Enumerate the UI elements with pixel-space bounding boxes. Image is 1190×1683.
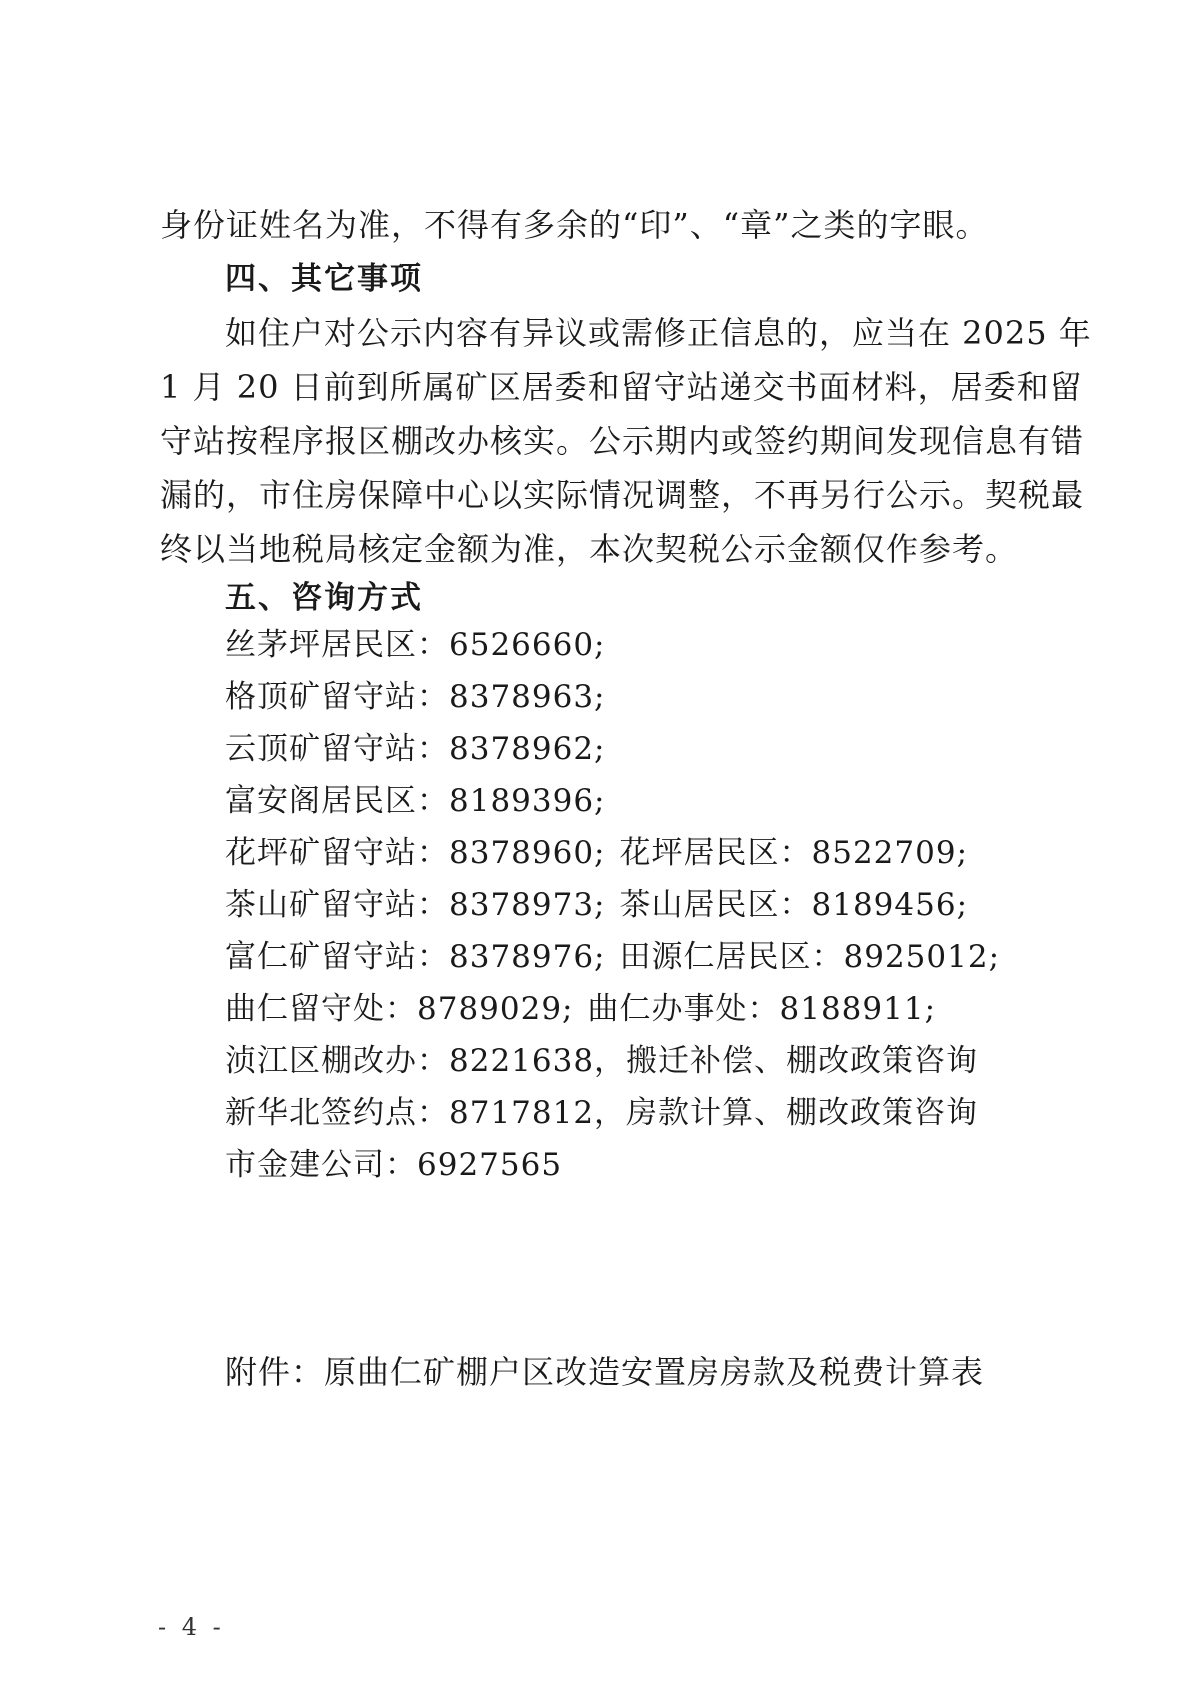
paragraph-line: 守站按程序报区棚改办核实。公示期内或签约期间发现信息有错 xyxy=(160,422,1085,460)
contact-item xyxy=(225,677,606,717)
contact-item xyxy=(225,1093,978,1133)
contact-entry: 花坪矿留守站：8378960; xyxy=(225,835,606,871)
paragraph-line: 终以当地税局核定金额为准，本次契税公示金额仅作参考。 xyxy=(160,530,1019,568)
contact-entry: 富安阁居民区：8189396; xyxy=(225,783,606,819)
attachment-note: 附件：原曲仁矿棚户区改造安置房房款及税费计算表 xyxy=(225,1353,985,1391)
page-number: - 4 - xyxy=(158,1613,225,1641)
contact-entry: 丝茅坪居民区：6526660; xyxy=(225,627,606,663)
contact-item xyxy=(225,1145,562,1185)
contact-entry: 市金建公司：6927565 xyxy=(225,1147,563,1183)
contact-item xyxy=(225,625,606,665)
contact-entry-secondary: 田源仁居民区：8925012; xyxy=(619,939,1001,975)
contact-entry-secondary: 茶山居民区：8189456; xyxy=(619,887,969,923)
contact-entry: 新华北签约点：8717812，房款计算、棚改政策咨询 xyxy=(225,1095,979,1131)
contact-entry: 茶山矿留守站：8378973; xyxy=(225,887,606,923)
contact-entry: 曲仁留守处：8789029; xyxy=(225,991,574,1027)
contact-item xyxy=(225,937,1000,977)
contact-entry: 浈江区棚改办：8221638，搬迁补偿、棚改政策咨询 xyxy=(225,1043,979,1079)
paragraph-line: 1 月 20 日前到所属矿区居委和留守站递交书面材料，居委和留 xyxy=(160,368,1083,406)
paragraph-line: 如住户对公示内容有异议或需修正信息的，应当在 2025 年 xyxy=(225,314,1092,352)
contact-entry: 富仁矿留守站：8378976; xyxy=(225,939,606,975)
contact-item xyxy=(225,885,968,925)
contact-item xyxy=(225,989,936,1029)
contact-entry: 格顶矿留守站：8378963; xyxy=(225,679,606,715)
contact-entry-secondary: 花坪居民区：8522709; xyxy=(619,835,969,871)
paragraph-line: 漏的，市住房保障中心以实际情况调整，不再另行公示。契税最 xyxy=(160,476,1085,514)
contact-entry-secondary: 曲仁办事处：8188911; xyxy=(587,991,937,1027)
section-4-heading: 四、其它事项 xyxy=(225,261,423,297)
contact-entry: 云顶矿留守站：8378962; xyxy=(225,731,606,767)
section-5-heading: 五、咨询方式 xyxy=(225,580,423,616)
contact-item xyxy=(225,833,968,873)
contact-item xyxy=(225,729,606,769)
contact-item xyxy=(225,1041,978,1081)
continuation-line: 身份证姓名为准，不得有多余的“印”、“章”之类的字眼。 xyxy=(160,206,989,244)
contact-item xyxy=(225,781,606,821)
